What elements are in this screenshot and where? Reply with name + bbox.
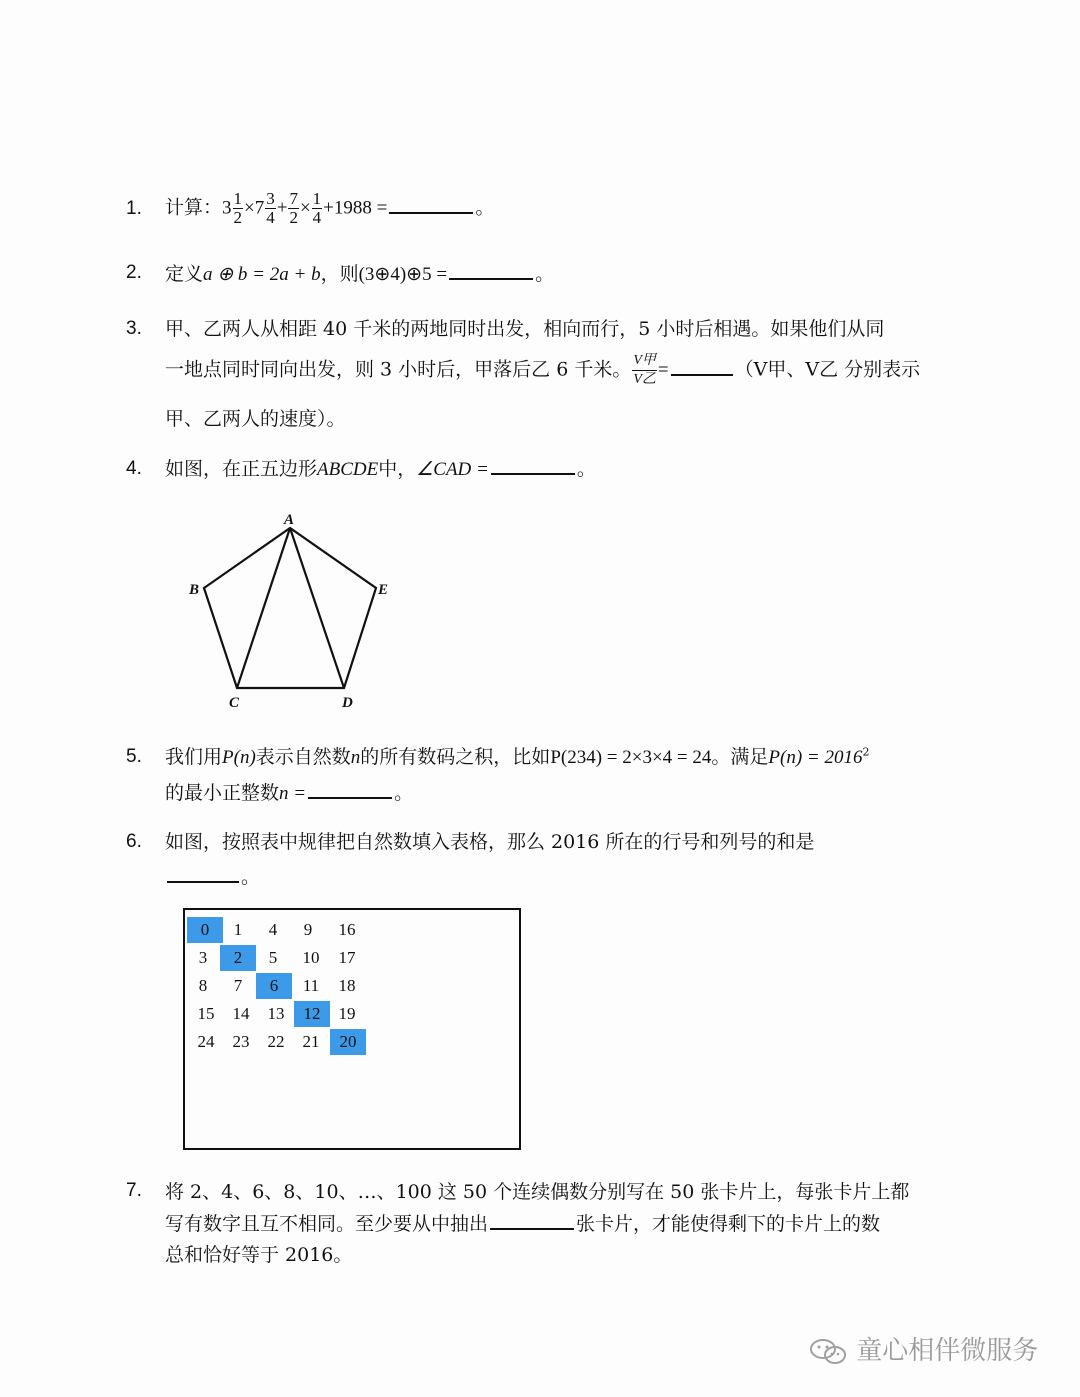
q3-number: 3. — [126, 318, 142, 339]
vertex-d-label: D — [342, 695, 353, 710]
q2-body: 定义a ⊕ b = 2a + b，则(3⊕4)⊕5 = 。 — [165, 259, 554, 286]
q1-label: 计算： — [165, 196, 223, 219]
table-cell: 3 — [198, 948, 208, 967]
table-cell: 15 — [197, 1004, 215, 1023]
table-cell: 23 — [232, 1032, 250, 1051]
pentagon-outline — [204, 528, 376, 688]
vertex-e-label: E — [378, 582, 389, 598]
table-cell: 12 — [294, 1001, 330, 1027]
vertex-a-label: A — [284, 512, 295, 528]
q1-answer-blank[interactable] — [389, 194, 473, 214]
q7-line2: 写有数字且互不相同。至少要从中抽出 张卡片，才能使得剩下的卡片上的数 — [165, 1209, 880, 1236]
table-cell: 21 — [302, 1032, 320, 1051]
q7-line3: 总和恰好等于 2016。 — [165, 1244, 353, 1266]
q7-number: 7. — [126, 1180, 142, 1201]
q4-body: 如图，在正五边形ABCDE中，∠CAD = 。 — [165, 454, 596, 481]
q4-answer-blank[interactable] — [491, 455, 575, 475]
q3-speed-ratio: $\frac{\text{V甲}}{\text{V乙}}$ — [633, 353, 656, 387]
watermark-text: 童心相伴微服务 — [856, 1336, 1039, 1366]
q4-number: 4. — [126, 458, 142, 479]
table-cell: 6 — [256, 973, 292, 999]
q5-line2: 的最小正整数n = 。 — [165, 778, 413, 805]
table-cell: 2 — [220, 945, 256, 971]
diagonal-ad — [290, 528, 344, 688]
vertex-c-label: C — [229, 695, 240, 710]
watermark — [808, 1330, 1038, 1367]
table-cell: 22 — [267, 1032, 285, 1051]
table-cell: 24 — [197, 1032, 215, 1051]
table-cell: 8 — [198, 976, 208, 995]
q4-angle: ∠CAD = — [416, 459, 489, 480]
number-table — [183, 908, 521, 1150]
q6-number: 6. — [126, 831, 142, 852]
q3-line1: 甲、乙两人从相距 40 千米的两地同时出发，相向而行，5 小时后相遇。如果他们从同 — [165, 318, 885, 340]
q1-frac-b: $\frac{3}{4}$ — [266, 189, 275, 227]
q5-condition: P(n) = 2016 — [768, 747, 863, 768]
table-cell: 5 — [268, 948, 278, 967]
pentagon-figure — [180, 510, 410, 710]
table-cell: 7 — [233, 976, 243, 995]
q7-answer-blank[interactable] — [490, 1210, 574, 1230]
table-cell: 17 — [338, 948, 356, 967]
vertex-b-label: B — [189, 582, 200, 598]
q7-line1: 将 2、4、6、8、10、…、100 这 50 个连续偶数分别写在 50 张卡片上，每张卡片上都 — [165, 1181, 910, 1203]
wechat-icon — [808, 1337, 848, 1367]
q1-a-whole: 3 — [222, 197, 232, 219]
q3-line2: 一地点同时同向出发，则 3 小时后，甲落后乙 6 千米。 $\frac{\text{V甲}}{\text{V乙}}$ = （V甲、V乙 分别表示 — [165, 353, 921, 387]
q5-answer-blank[interactable] — [308, 779, 392, 799]
q2-answer-blank[interactable] — [449, 260, 533, 280]
table-cell: 18 — [338, 976, 356, 995]
table-cell: 16 — [338, 920, 356, 939]
q1-body: 计算：3 $\frac{1}{2}$ ×7 $\frac{3}{4}$ + $\frac{7}{2}$ × $\frac{1}{4}$ +1988 = 。 — [165, 189, 495, 227]
table-cell: 1 — [233, 920, 243, 939]
q1-frac-c: $\frac{7}{2}$ — [289, 189, 298, 227]
q1-frac-a: $\frac{1}{2}$ — [233, 189, 243, 227]
q1-number: 1. — [126, 198, 142, 219]
q6-answer-blank[interactable] — [167, 863, 239, 883]
q5-example: P(234) = 2×3×4 = 24 — [550, 747, 712, 768]
table-cell: 11 — [302, 976, 320, 995]
q2-number: 2. — [126, 262, 142, 283]
table-cell: 0 — [187, 917, 223, 943]
q6-line1: 如图，按照表中规律把自然数填入表格，那么 2016 所在的行号和列号的和是 — [165, 831, 815, 853]
q5-number: 5. — [126, 746, 142, 767]
q2-expr: (3⊕4)⊕5 = — [358, 264, 448, 285]
q1-frac-d: $\frac{1}{4}$ — [312, 189, 322, 227]
table-cell: 9 — [303, 920, 313, 939]
table-cell: 10 — [302, 948, 320, 967]
q3-answer-blank[interactable] — [671, 356, 733, 376]
q4-shape-name: ABCDE — [317, 459, 379, 480]
diagonal-ac — [237, 528, 290, 688]
table-cell: 20 — [330, 1029, 366, 1055]
table-cell: 19 — [338, 1004, 356, 1023]
table-cell: 4 — [268, 920, 278, 939]
table-cell: 14 — [232, 1004, 250, 1023]
table-cell: 13 — [267, 1004, 285, 1023]
q5-line1: 我们用P(n)表示自然数n的所有数码之积，比如P(234) = 2×3×4 = 24。满足$P(n) = 2016^2$ — [165, 745, 870, 768]
q6-line2: 。 — [165, 862, 260, 889]
q2-formula: a ⊕ b = 2a + b — [203, 264, 321, 285]
q3-line3: 甲、乙两人的速度）。 — [165, 408, 346, 430]
